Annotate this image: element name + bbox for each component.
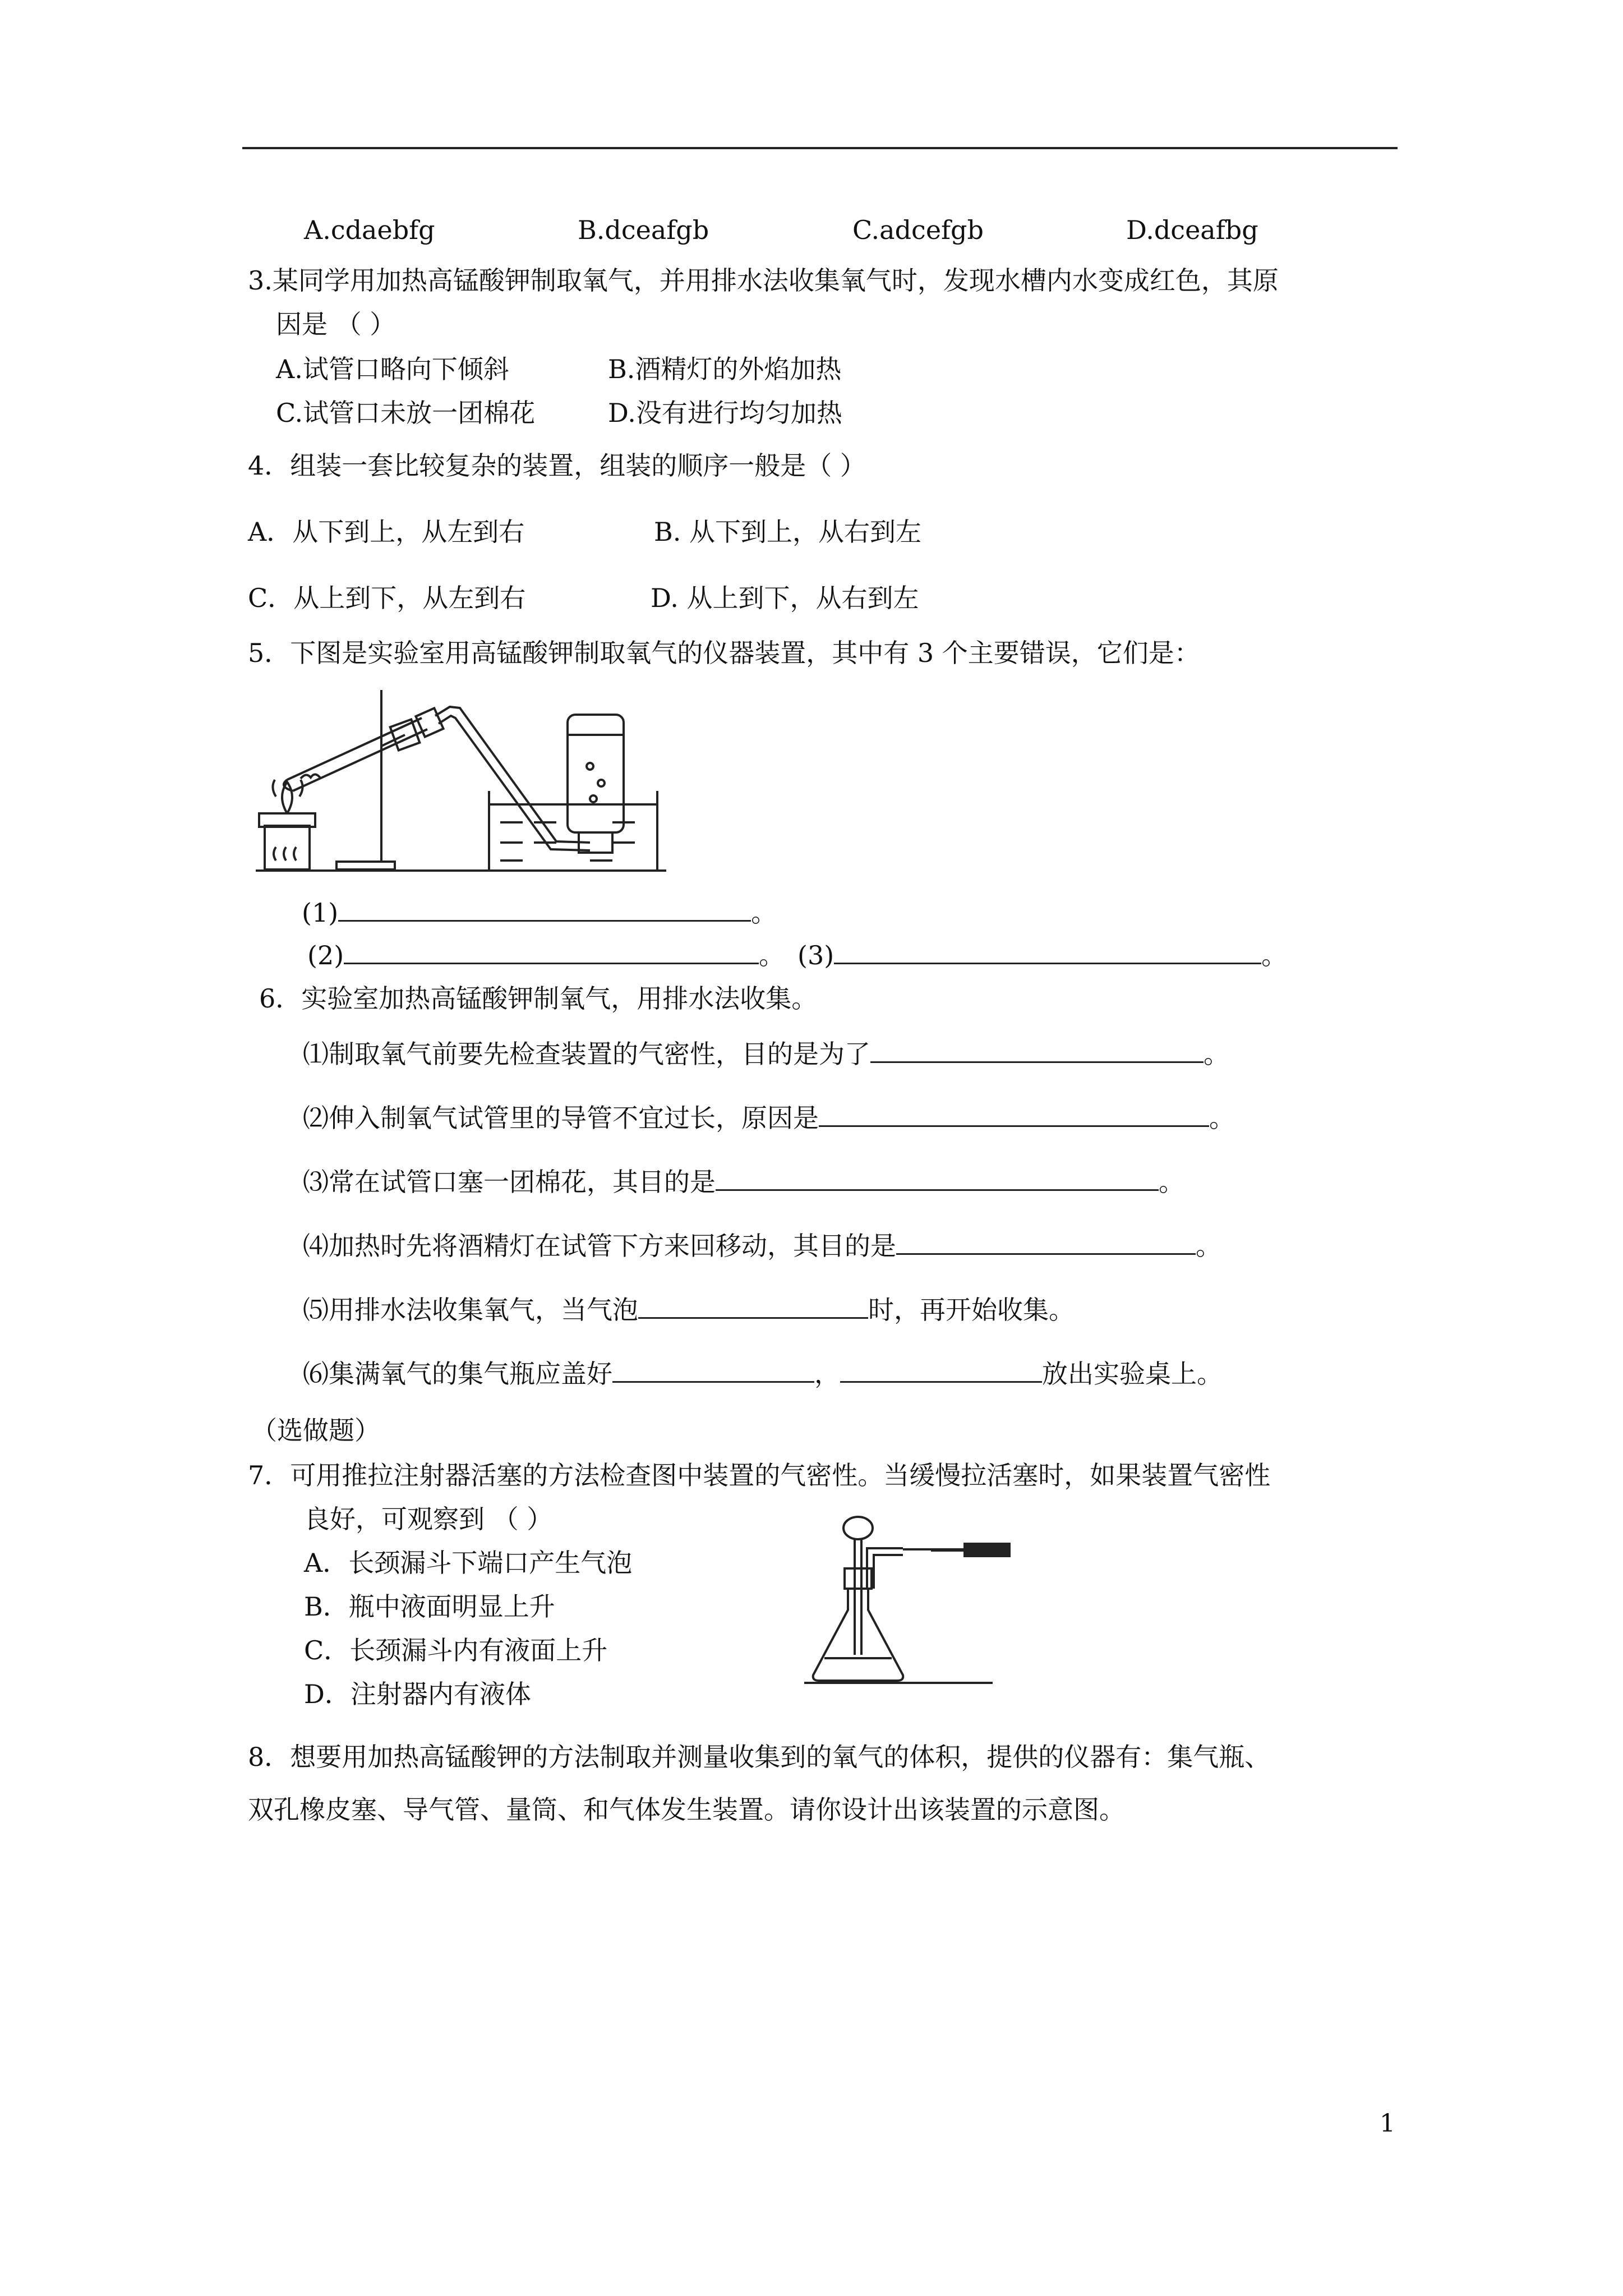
- q5-blank-1-row: [302, 894, 777, 930]
- q7-option-b: B．瓶中液面明显上升: [304, 1591, 555, 1622]
- q6-item-1-text: ⑴制取氧气前要先检查装置的气密性，目的是为了: [303, 1039, 870, 1069]
- optional-section-label: （选做题）: [251, 1415, 380, 1446]
- q4-option-c: C．从上到下，从左到右: [248, 583, 526, 613]
- q6-blank-2[interactable]: [819, 1099, 1209, 1127]
- q7-stem-line2: 良好，可观察到 （ ）: [304, 1504, 553, 1534]
- q6-item-6: [303, 1355, 1223, 1391]
- q5-blank-3-row: [797, 937, 1287, 972]
- q5-blank-2-period: 。: [759, 940, 785, 970]
- q3-stem-line1: 3.某同学用加热高锰酸钾制取氧气，并用排水法收集氧气时，发现水槽内水变成红色，其原: [248, 265, 1279, 296]
- q4-stem: 4．组装一套比较复杂的装置，组装的顺序一般是（ ）: [248, 450, 866, 481]
- q2-option-a: A.cdaebfg: [304, 215, 435, 245]
- q6-item-5-text-a: ⑸用排水法收集氧气，当气泡: [303, 1295, 638, 1325]
- q2-option-b: B.dceafgb: [578, 215, 709, 245]
- q5-blank-3-label: (3): [797, 940, 834, 970]
- q3-option-a: A.试管口略向下倾斜: [276, 354, 509, 384]
- q7-stem-line1: 7．可用推拉注射器活塞的方法检查图中装置的气密性。当缓慢拉活塞时，如果装置气密性: [248, 1460, 1271, 1490]
- q4-option-a: A．从下到上，从左到右: [248, 517, 525, 547]
- q6-item-5-text-b: 时，再开始收集。: [868, 1295, 1075, 1325]
- header-rule: [242, 147, 1398, 149]
- q3-stem-line2: 因是 （ ）: [276, 309, 396, 339]
- q6-stem: 6．实验室加热高锰酸钾制氧气，用排水法收集。: [259, 983, 818, 1014]
- q6-item-6-text-b: ，: [814, 1359, 840, 1389]
- q6-item-6-text-a: ⑹集满氧气的集气瓶应盖好: [303, 1359, 612, 1389]
- q3-option-b: B.酒精灯的外焰加热: [608, 354, 842, 384]
- q6-item-4: [303, 1227, 1221, 1263]
- q4-option-b: B. 从下到上，从右到左: [654, 517, 922, 547]
- q4-option-d: D. 从上到下，从右到左: [651, 583, 919, 613]
- q6-blank-1[interactable]: [870, 1036, 1204, 1063]
- q3-option-d: D.没有进行均匀加热: [608, 398, 842, 428]
- q6-item-3-period: 。: [1159, 1167, 1184, 1197]
- q6-blank-5[interactable]: [638, 1291, 868, 1319]
- q6-item-4-text: ⑷加热时先将酒精灯在试管下方来回移动，其目的是: [303, 1231, 896, 1261]
- potassium-permanganate-apparatus-figure: [253, 679, 668, 875]
- q6-item-3: [303, 1163, 1184, 1199]
- q6-item-5: [303, 1291, 1075, 1327]
- q5-blank-3-period: 。: [1261, 940, 1288, 970]
- q5-blank-3[interactable]: [834, 937, 1261, 964]
- q5-blank-1-period: 。: [751, 898, 777, 928]
- q6-item-4-period: 。: [1196, 1231, 1221, 1261]
- q6-item-2-text: ⑵伸入制氧气试管里的导管不宜过长，原因是: [303, 1103, 819, 1133]
- q6-blank-3[interactable]: [716, 1163, 1159, 1191]
- q6-item-1-period: 。: [1204, 1039, 1229, 1069]
- q5-blank-2-row: [307, 937, 785, 972]
- q5-blank-2-label: (2): [307, 940, 344, 970]
- q8-line1: 8．想要用加热高锰酸钾的方法制取并测量收集到的氧气的体积，提供的仪器有：集气瓶、: [248, 1742, 1271, 1772]
- q2-option-c: C.adcefgb: [852, 215, 984, 245]
- q5-stem: 5．下图是实验室用高锰酸钾制取氧气的仪器装置，其中有 3 个主要错误，它们是：: [248, 638, 1200, 668]
- page-number: 1: [1380, 2109, 1395, 2138]
- q6-item-6-text-c: 放出实验桌上。: [1042, 1359, 1223, 1389]
- q6-blank-4[interactable]: [896, 1227, 1196, 1255]
- q7-option-c: C．长颈漏斗内有液面上升: [304, 1635, 608, 1665]
- q3-option-c: C.试管口未放一团棉花: [276, 398, 536, 428]
- q2-option-d: D.dceafbg: [1126, 215, 1258, 245]
- q5-blank-2[interactable]: [344, 937, 759, 964]
- q8-line2: 双孔橡皮塞、导气管、量筒、和气体发生装置。请你设计出该装置的示意图。: [248, 1795, 1125, 1825]
- q6-blank-6b[interactable]: [840, 1355, 1042, 1383]
- q6-item-2-period: 。: [1209, 1103, 1235, 1133]
- q7-option-a: A．长颈漏斗下端口产生气泡: [304, 1548, 633, 1578]
- q7-option-d: D．注射器内有液体: [304, 1679, 531, 1709]
- airtightness-check-apparatus-figure: [802, 1515, 1015, 1688]
- q6-item-2: [303, 1099, 1235, 1135]
- q6-item-1: [303, 1036, 1229, 1071]
- q6-item-3-text: ⑶常在试管口塞一团棉花，其目的是: [303, 1167, 716, 1197]
- q6-blank-6a[interactable]: [612, 1355, 814, 1383]
- q5-blank-1-label: (1): [302, 898, 339, 928]
- q5-blank-1[interactable]: [338, 894, 751, 922]
